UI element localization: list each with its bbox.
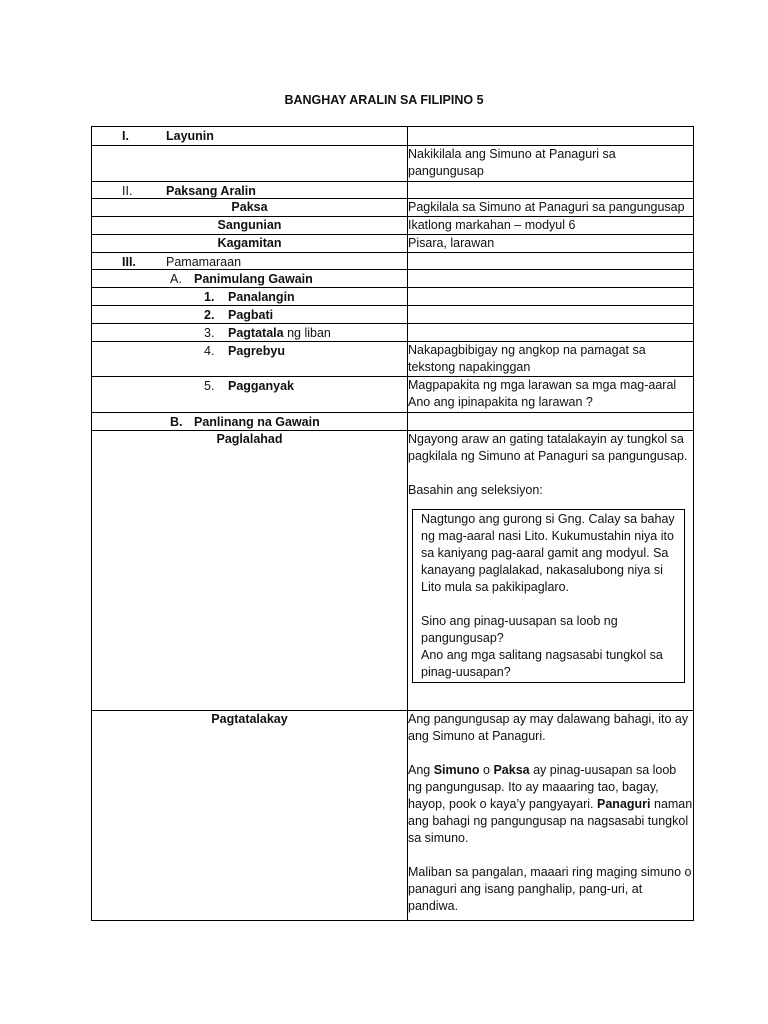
subsection-label: Panlinang na Gawain bbox=[194, 415, 320, 429]
row-sangunian bbox=[92, 217, 694, 235]
row-panimulang-gawain bbox=[92, 270, 694, 288]
value-line: Magpapakita ng mga larawan sa mga mag-aaral bbox=[408, 378, 677, 392]
cell-value bbox=[408, 270, 694, 288]
cell-value bbox=[408, 182, 694, 199]
row-pagrebyu bbox=[92, 342, 694, 377]
paragraph: Basahin ang seleksiyon: bbox=[408, 483, 543, 497]
item-number: 3. bbox=[204, 326, 215, 340]
row-panlinang-gawain bbox=[92, 413, 694, 431]
cell-value bbox=[408, 324, 694, 342]
row-pagtatalakay bbox=[92, 711, 694, 921]
cell-value: Pagkilala sa Simuno at Panaguri sa pangungusap bbox=[408, 199, 694, 217]
row-pamamaraan bbox=[92, 253, 694, 270]
paragraph: Maliban sa pangalan, maaari ring maging simuno o panaguri ang isang panghalip, pang-uri, at pandiwa. bbox=[408, 865, 692, 913]
row-kagamitan bbox=[92, 235, 694, 253]
section-label: Paksang Aralin bbox=[166, 184, 256, 198]
cell-value bbox=[408, 377, 694, 413]
item-number: 5. bbox=[204, 379, 215, 393]
item-label-rest: ng liban bbox=[283, 326, 331, 340]
field-label: Kagamitan bbox=[217, 236, 282, 250]
item-label: Pagrebyu bbox=[228, 344, 285, 358]
section-label: Pamamaraan bbox=[166, 255, 242, 269]
field-label: Pagtatalakay bbox=[211, 712, 288, 726]
cell-value: Pisara, larawan bbox=[408, 235, 694, 253]
term-panaguri: Panaguri bbox=[597, 797, 651, 811]
item-label: Panalangin bbox=[228, 290, 295, 304]
item-label: Pagbati bbox=[228, 308, 274, 322]
term-paksa: Paksa bbox=[493, 763, 530, 777]
row-pagtatala bbox=[92, 324, 694, 342]
row-paksa bbox=[92, 199, 694, 217]
item-label bbox=[228, 325, 331, 342]
cell-value bbox=[408, 711, 694, 921]
row-paglalahad bbox=[92, 431, 694, 711]
subsection-label: Panimulang Gawain bbox=[194, 272, 313, 286]
item-number: 2. bbox=[204, 308, 215, 322]
cell-value bbox=[408, 288, 694, 306]
lesson-plan-table bbox=[91, 126, 694, 921]
term-simuno: Simuno bbox=[433, 763, 480, 777]
item-number: 1. bbox=[204, 290, 215, 304]
field-label: Paksa bbox=[231, 200, 268, 214]
field-label: Sangunian bbox=[217, 218, 282, 232]
roman-numeral: I. bbox=[122, 129, 129, 143]
section-label: Layunin bbox=[166, 129, 214, 143]
letter-marker: A. bbox=[170, 272, 182, 286]
cell-value bbox=[408, 431, 694, 711]
selection-box bbox=[412, 509, 685, 683]
selection-paragraph: Nagtungo ang gurong si Gng. Calay sa bahay ng mag-aaral nasi Lito. Kukumustahin niya ito sa kaniyang pag-aaral gamit ang modyul. Sa kanayang paglalakad, nakasalubong niya si Lito mula sa pakikipaglaro. bbox=[421, 512, 675, 594]
paragraph: Ang pangungusap ay may dalawang bahagi, ito ay ang Simuno at Panaguri. bbox=[408, 712, 689, 743]
row-layunin-detail bbox=[92, 146, 694, 182]
document-title: BANGHAY ARALIN SA FILIPINO 5 bbox=[284, 93, 484, 107]
item-label: Pagganyak bbox=[228, 379, 295, 393]
cell-value bbox=[408, 306, 694, 324]
text-run: naman ang bahagi ng pangungusap na nagsasabi tungkol sa simuno. bbox=[408, 797, 693, 845]
cell-value bbox=[408, 127, 694, 146]
roman-numeral: III. bbox=[122, 255, 136, 269]
row-layunin bbox=[92, 127, 694, 146]
text-run: ay pinag-uusapan sa loob ng pangungusap. Ito ay maaaring tao, bagay, hayop, pook o kaya’y pangyayari. bbox=[408, 763, 677, 811]
question: Sino ang pinag-uusapan sa loob ng pangungusap? bbox=[421, 614, 618, 645]
field-label: Paglalahad bbox=[216, 432, 283, 446]
row-paksang-aralin bbox=[92, 182, 694, 199]
row-pagganyak bbox=[92, 377, 694, 413]
item-number: 4. bbox=[204, 344, 215, 358]
item-label-bold: Pagtatala bbox=[228, 326, 284, 340]
text-run: Ang bbox=[408, 763, 434, 777]
paragraph bbox=[408, 762, 693, 847]
cell-value bbox=[408, 413, 694, 431]
paragraph: Ngayong araw an gating tatalakayin ay tungkol sa pagkilala ng Simuno at Panaguri sa pangungusap. bbox=[408, 432, 688, 463]
roman-numeral: II. bbox=[122, 184, 133, 198]
cell-value: Nakapagbibigay ng angkop na pamagat sa tekstong napakinggan bbox=[408, 342, 694, 377]
cell-value: Ikatlong markahan – modyul 6 bbox=[408, 217, 694, 235]
row-pagbati bbox=[92, 306, 694, 324]
letter-marker: B. bbox=[170, 415, 183, 429]
row-panalangin bbox=[92, 288, 694, 306]
text-run: o bbox=[479, 763, 494, 777]
value-line: Ano ang ipinapakita ng larawan ? bbox=[408, 395, 593, 409]
cell-value: Nakikilala ang Simuno at Panaguri sa pangungusap bbox=[408, 146, 694, 182]
cell-value bbox=[408, 253, 694, 270]
question: Ano ang mga salitang nagsasabi tungkol sa pinag-uusapan? bbox=[421, 648, 663, 679]
